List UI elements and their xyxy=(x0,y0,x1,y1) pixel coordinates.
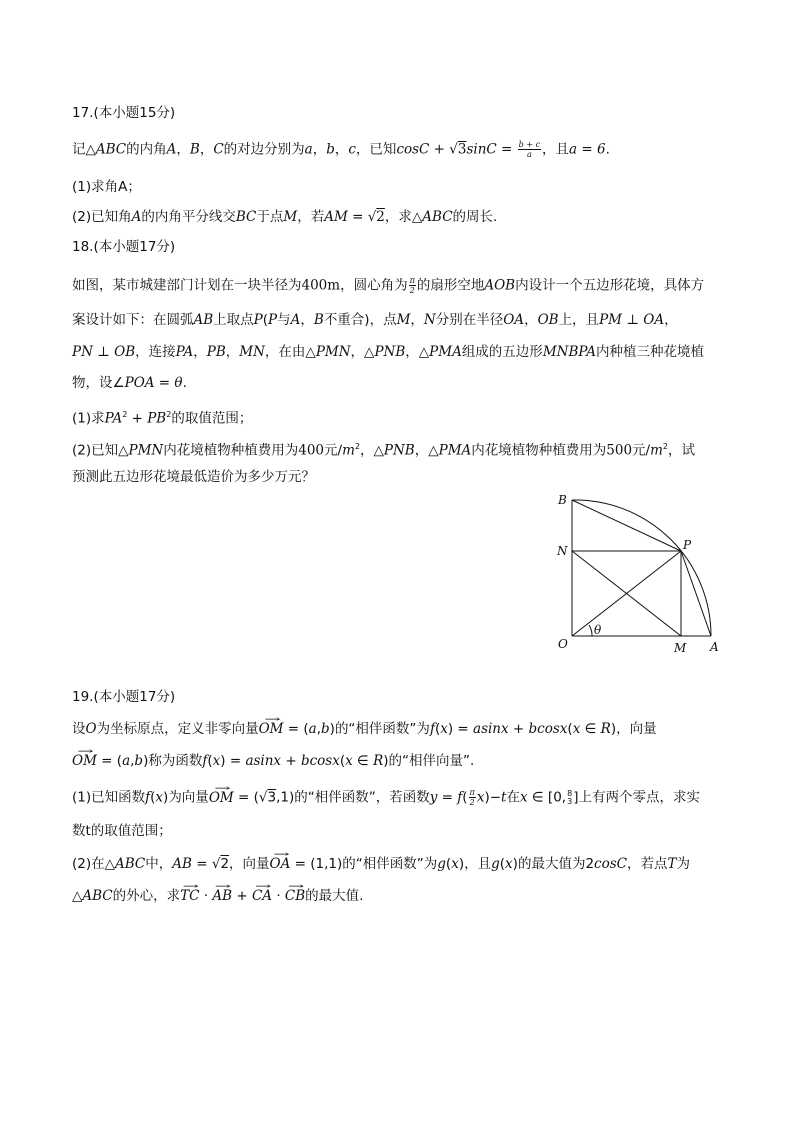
q17-stem: 记△ABC的内角A，B，C的对边分别为a，b，c，已知cosC + √3sinC = $\frac{b + c}{a}$ ，且a = 6. xyxy=(72,140,610,159)
arc-ab xyxy=(572,500,711,636)
q19-line1: 设O为坐标原点，定义非零向量→ OM = (a,b)的“相伴函数”为f(x) = asinx + bcosx(x ∈ R)，向量 xyxy=(72,720,657,738)
q18-part2: (2)已知△PMN内花境植物种植费用为400元$/m^2$，△PNB，△PMA内花境植物种植费用为500元$/m^2$，试 xyxy=(72,442,696,459)
q17-part1: (1)求角A； xyxy=(72,179,141,195)
q19-part1: (1)已知函数f(x)为向量→ OM = (√3,1)的“相伴函数”，若函数y = f( $\frac{\pi}{2}$ x)−t在x ∈ [0, 8 3 ]上有两个零点，求实 xyxy=(72,788,700,807)
q18-part1: (1)求$PA^2 + PB^2$的取值范围； xyxy=(72,410,253,427)
label-a: A xyxy=(710,640,719,654)
label-theta: θ xyxy=(594,623,602,637)
q18-title: 18.(本小题17分) xyxy=(72,239,176,255)
label-o: O xyxy=(558,637,568,651)
q18-line4: 物，设∠POA = θ. xyxy=(72,375,187,391)
label-m: M xyxy=(674,641,687,655)
q18-part2-line2: 预测此五边形花境最低造价为多少万元？ xyxy=(72,469,315,485)
label-b: B xyxy=(558,493,567,507)
segment-pb xyxy=(572,500,681,551)
theta-arc xyxy=(589,625,592,636)
q18-line3: PN ⊥ OB，连接PA，PB，MN，在由△PMN，△PNB，△PMA组成的五边形MNBPA内种植三种花境植 xyxy=(72,344,704,360)
q17-title: 17.(本小题15分) xyxy=(72,105,176,121)
segment-pa xyxy=(681,551,711,636)
q19-title: 19.(本小题17分) xyxy=(72,689,176,705)
q19-part2-line2: △ABC的外心，求→ TC · → AB + → CA · → CB的最大值. xyxy=(72,887,363,905)
q19-part2: (2)在△ABC中，AB = √2，向量→ OA = (1,1)的“相伴函数”为g(x)，且g(x)的最大值为2cosC，若点T为 xyxy=(72,855,690,873)
q17-part2: (2)已知角A的内角平分线交BC于点M，若AM = √2，求△ABC的周长. xyxy=(72,209,498,225)
q18-line2: 案设计如下：在圆弧AB上取点P(P与A，B不重合)，点M，N分别在半径OA，OB上，且PM ⊥ OA， xyxy=(72,312,678,328)
sector-figure xyxy=(552,488,732,656)
q18-line1: 如图，某市城建部门计划在一块半径为400m，圆心角为 $\frac{\pi}{2}$ 的扇形空地AOB内设计一个五边形花境，具体方 xyxy=(72,276,705,295)
label-n: N xyxy=(557,544,568,558)
label-p: P xyxy=(683,538,692,552)
q19-line2: → OM = (a,b)称为函数f(x) = asinx + bcosx(x ∈ R)的“相伴向量”. xyxy=(72,752,474,770)
q19-part1-line2: 数t的取值范围； xyxy=(72,823,172,839)
